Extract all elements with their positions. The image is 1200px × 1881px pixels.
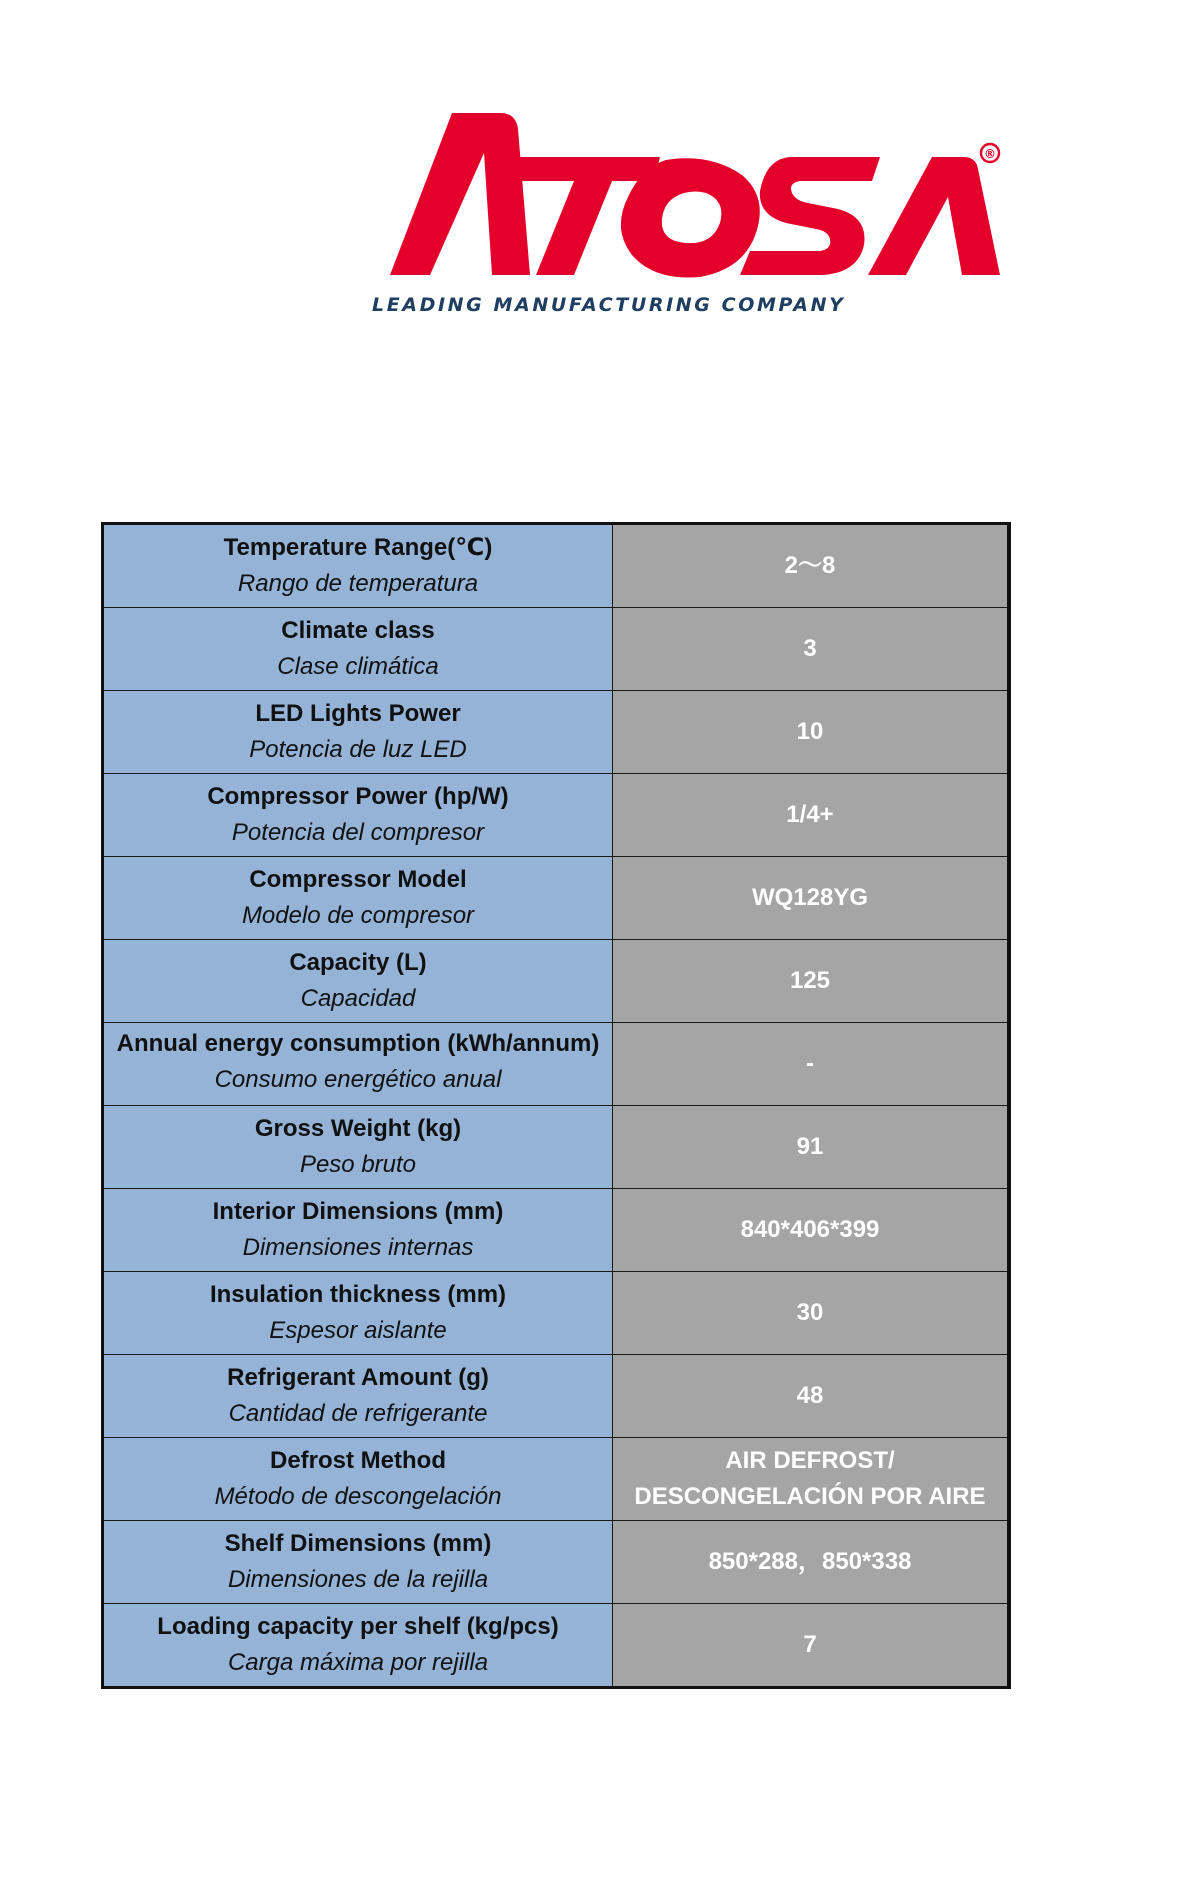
spec-row-insulation — [103, 1272, 1010, 1355]
spec-label-en: LED Lights Power — [255, 700, 461, 727]
spec-value: WQ128YG — [613, 857, 1010, 940]
spec-value: 7 — [613, 1604, 1010, 1688]
spec-label-es: Capacidad — [300, 985, 416, 1012]
spec-label-clip — [104, 1026, 612, 1105]
spec-label-cell — [103, 1521, 613, 1604]
spec-row-compressor-power — [103, 774, 1010, 857]
spec-row-climate-class — [103, 608, 1010, 691]
brand-tagline: LEADING MANUFACTURING COMPANY — [372, 294, 846, 316]
spec-label-cell — [103, 857, 613, 940]
spec-value: 91 — [613, 1106, 1010, 1189]
spec-label-en: Refrigerant Amount (g) — [227, 1364, 489, 1391]
spec-label-cell — [103, 1272, 613, 1355]
spec-label-es: Potencia de luz LED — [249, 736, 467, 763]
spec-row-defrost-method — [103, 1438, 1010, 1521]
spec-value: 10 — [613, 691, 1010, 774]
spec-label-en: Compressor Power (hp/W) — [207, 783, 509, 810]
spec-label-es: Dimensiones de la rejilla — [227, 1566, 489, 1593]
spec-row-compressor-model — [103, 857, 1010, 940]
spec-value: 3 — [613, 608, 1010, 691]
spec-label-en: Gross Weight (kg) — [254, 1115, 462, 1142]
spec-label-cell — [103, 1189, 613, 1272]
spec-label-cell — [103, 940, 613, 1023]
registered-mark: ® — [984, 147, 996, 161]
spec-row-temperature — [103, 524, 1010, 608]
spec-value: 125 — [613, 940, 1010, 1023]
spec-value: 2～8 — [613, 524, 1010, 608]
spec-label-en: Compressor Model — [249, 866, 467, 893]
spec-value: AIR DEFROST/ DESCONGELACIÓN POR AIRE — [613, 1438, 1010, 1521]
spec-label-cell — [103, 691, 613, 774]
spec-label-cell — [103, 774, 613, 857]
spec-label-cell — [103, 524, 613, 608]
spec-label-es: Consumo energético anual — [214, 1066, 502, 1093]
spec-label-cell — [103, 1106, 613, 1189]
spec-label-es: Carga máxima por rejilla — [227, 1649, 489, 1676]
spec-label-es: Método de descongelación — [214, 1483, 502, 1510]
spec-label-cell — [103, 1604, 613, 1688]
spec-row-annual-energy — [103, 1023, 1010, 1106]
spec-value: - — [613, 1023, 1010, 1106]
spec-row-interior-dimensions — [103, 1189, 1010, 1272]
spec-label-es: Potencia del compresor — [231, 819, 485, 846]
spec-label-en: Temperature Range(℃) — [223, 534, 493, 561]
spec-label-es: Rango de temperatura — [237, 570, 479, 597]
spec-label-cell — [103, 1355, 613, 1438]
spec-label-es: Dimensiones internas — [242, 1234, 474, 1261]
spec-row-led-power — [103, 691, 1010, 774]
spec-label-es: Clase climática — [277, 653, 439, 680]
spec-row-refrigerant — [103, 1355, 1010, 1438]
spec-row-capacity — [103, 940, 1010, 1023]
spec-row-shelf-dimensions — [103, 1521, 1010, 1604]
spec-label-es: Modelo de compresor — [241, 902, 475, 929]
spec-label-en: Capacity (L) — [289, 949, 427, 976]
spec-value: 30 — [613, 1272, 1010, 1355]
spec-label-en: Insulation thickness (mm) — [209, 1281, 507, 1308]
spec-label-cell — [103, 1438, 613, 1521]
spec-label-en: Annual energy consumption (kWh/annum) — [116, 1030, 600, 1057]
spec-label-en: Shelf Dimensions (mm) — [224, 1530, 492, 1557]
spec-row-gross-weight — [103, 1106, 1010, 1189]
spec-value: 840*406*399 — [613, 1189, 1010, 1272]
spec-table — [101, 522, 1011, 1689]
spec-label-en: Interior Dimensions (mm) — [212, 1198, 504, 1225]
spec-value: 48 — [613, 1355, 1010, 1438]
spec-label-en: Loading capacity per shelf (kg/pcs) — [157, 1613, 559, 1640]
spec-value: 1/4+ — [613, 774, 1010, 857]
spec-label-en: Defrost Method — [270, 1447, 446, 1474]
spec-label-cell — [103, 608, 613, 691]
spec-label-en: Climate class — [281, 617, 435, 644]
spec-label-cell — [103, 1023, 613, 1106]
spec-label-es: Cantidad de refrigerante — [228, 1400, 488, 1427]
spec-value: 850*288，850*338 — [613, 1521, 1010, 1604]
spec-row-loading-capacity — [103, 1604, 1010, 1688]
spec-label-es: Espesor aislante — [269, 1317, 447, 1344]
spec-label-es: Peso bruto — [299, 1151, 417, 1178]
